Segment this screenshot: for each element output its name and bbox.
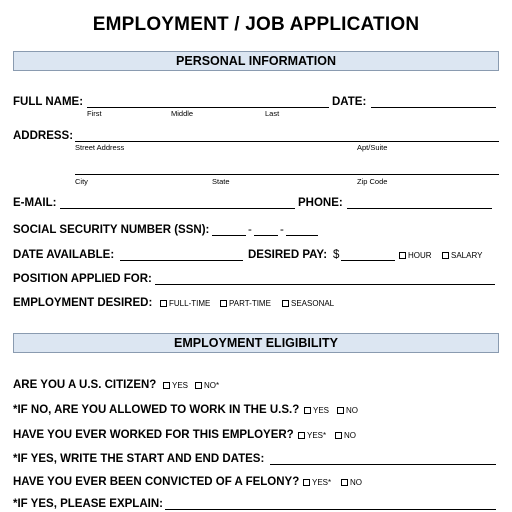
date-available-field[interactable] bbox=[120, 260, 243, 261]
city-caption: City bbox=[75, 177, 88, 186]
work-authorization-question: *IF NO, ARE YOU ALLOWED TO WORK IN THE U.S.? bbox=[13, 404, 300, 416]
middle-name-caption: Middle bbox=[171, 109, 194, 118]
work-authorization-yes-checkbox[interactable] bbox=[304, 407, 311, 414]
address-label: ADDRESS: bbox=[13, 130, 74, 142]
date-available-label: DATE AVAILABLE: bbox=[13, 249, 115, 261]
employment-desired-label: EMPLOYMENT DESIRED: bbox=[13, 297, 153, 309]
ssn-part1-field[interactable] bbox=[212, 235, 246, 236]
email-field[interactable] bbox=[60, 208, 295, 209]
street-address-caption: Street Address bbox=[75, 143, 125, 152]
ssn-dash-2: - bbox=[280, 224, 284, 236]
felony-explain-label: *IF YES, PLEASE EXPLAIN: bbox=[13, 498, 163, 510]
previous-employment-no-option[interactable]: NO bbox=[335, 429, 356, 443]
work-authorization-no-option[interactable]: NO bbox=[337, 404, 358, 418]
citizen-no-checkbox[interactable] bbox=[195, 382, 202, 389]
ssn-dash-1: - bbox=[248, 224, 252, 236]
ssn-label: SOCIAL SECURITY NUMBER (SSN): bbox=[13, 224, 210, 236]
full-time-option[interactable]: FULL-TIME bbox=[160, 297, 210, 311]
hour-option[interactable]: HOUR bbox=[399, 249, 432, 263]
previous-employment-question: HAVE YOU EVER WORKED FOR THIS EMPLOYER? bbox=[13, 429, 294, 441]
work-authorization-yes-option[interactable]: YES bbox=[304, 404, 329, 418]
seasonal-option[interactable]: SEASONAL bbox=[282, 297, 334, 311]
position-field[interactable] bbox=[155, 284, 495, 285]
felony-yes-checkbox[interactable] bbox=[303, 479, 310, 486]
seasonal-checkbox[interactable] bbox=[282, 300, 289, 307]
dollar-sign: $ bbox=[333, 249, 340, 261]
work-authorization-no-checkbox[interactable] bbox=[337, 407, 344, 414]
full-time-checkbox[interactable] bbox=[160, 300, 167, 307]
zip-code-caption: Zip Code bbox=[357, 177, 388, 186]
date-label: DATE: bbox=[332, 96, 367, 108]
ssn-part2-field[interactable] bbox=[254, 235, 278, 236]
section-header-personal: PERSONAL INFORMATION bbox=[13, 51, 499, 71]
felony-yes-option[interactable]: YES* bbox=[303, 476, 331, 490]
salary-checkbox[interactable] bbox=[442, 252, 449, 259]
previous-employment-yes-option[interactable]: YES* bbox=[298, 429, 326, 443]
section-header-eligibility: EMPLOYMENT ELIGIBILITY bbox=[13, 333, 499, 353]
citizen-no-option[interactable]: NO* bbox=[195, 379, 219, 393]
ssn-part3-field[interactable] bbox=[286, 235, 318, 236]
previous-employment-no-checkbox[interactable] bbox=[335, 432, 342, 439]
desired-pay-field[interactable] bbox=[341, 260, 395, 261]
salary-option[interactable]: SALARY bbox=[442, 249, 482, 263]
city-state-zip-field[interactable] bbox=[75, 174, 499, 175]
citizen-yes-option[interactable]: YES bbox=[163, 379, 188, 393]
previous-employment-yes-checkbox[interactable] bbox=[298, 432, 305, 439]
street-address-field[interactable] bbox=[75, 141, 499, 142]
part-time-option[interactable]: PART-TIME bbox=[220, 297, 271, 311]
hour-checkbox[interactable] bbox=[399, 252, 406, 259]
start-end-dates-field[interactable] bbox=[270, 464, 496, 465]
apt-suite-caption: Apt/Suite bbox=[357, 143, 388, 152]
date-field[interactable] bbox=[371, 107, 496, 108]
desired-pay-label: DESIRED PAY: bbox=[248, 249, 328, 261]
felony-no-option[interactable]: NO bbox=[341, 476, 362, 490]
full-name-label: FULL NAME: bbox=[13, 96, 84, 108]
position-label: POSITION APPLIED FOR: bbox=[13, 273, 152, 285]
start-end-dates-label: *IF YES, WRITE THE START AND END DATES: bbox=[13, 453, 265, 465]
full-name-field[interactable] bbox=[87, 107, 329, 108]
felony-no-checkbox[interactable] bbox=[341, 479, 348, 486]
page-title: EMPLOYMENT / JOB APPLICATION bbox=[92, 14, 420, 35]
email-label: E-MAIL: bbox=[13, 197, 57, 209]
state-caption: State bbox=[212, 177, 230, 186]
phone-label: PHONE: bbox=[298, 197, 343, 209]
citizen-yes-checkbox[interactable] bbox=[163, 382, 170, 389]
last-name-caption: Last bbox=[265, 109, 280, 118]
felony-question: HAVE YOU EVER BEEN CONVICTED OF A FELONY? bbox=[13, 476, 300, 488]
phone-field[interactable] bbox=[347, 208, 492, 209]
felony-explain-field[interactable] bbox=[165, 509, 496, 510]
first-name-caption: First bbox=[87, 109, 102, 118]
part-time-checkbox[interactable] bbox=[220, 300, 227, 307]
citizen-question: ARE YOU A U.S. CITIZEN? bbox=[13, 379, 157, 391]
